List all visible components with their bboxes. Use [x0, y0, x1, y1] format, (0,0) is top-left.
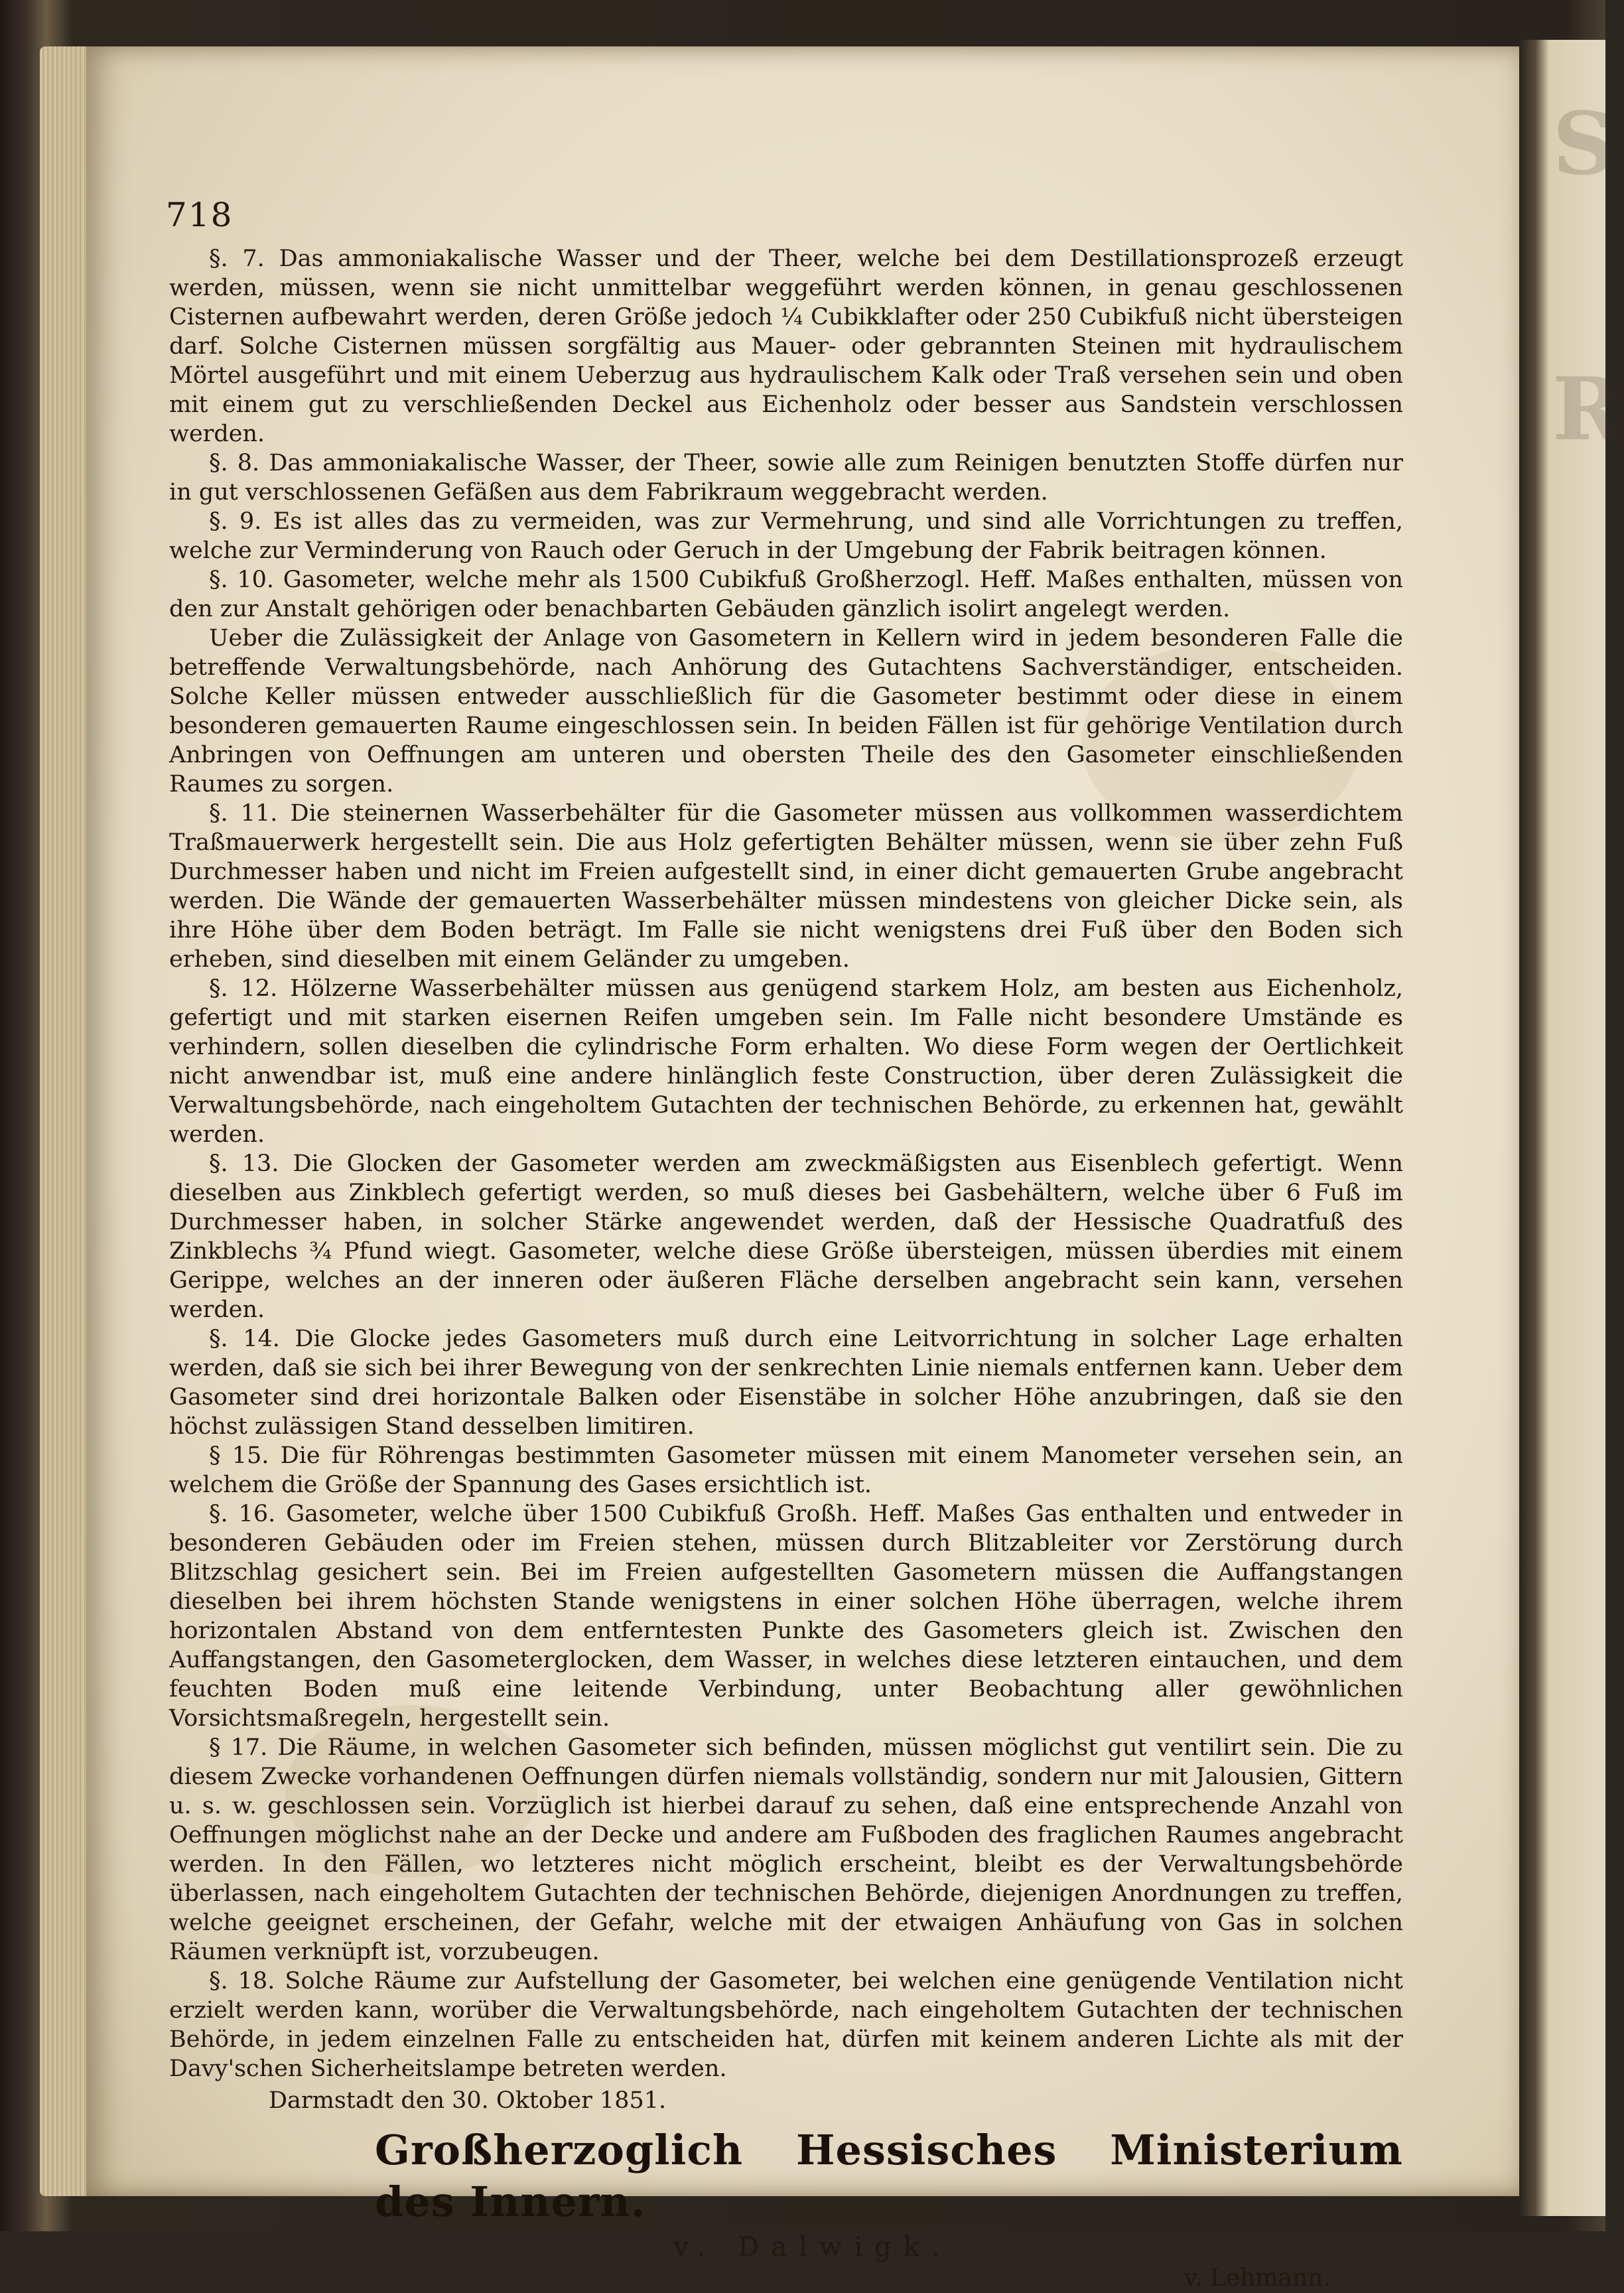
paragraph-18: §. 18. Solche Räume zur Aufstellung der Gasometer, bei welchen eine genügende Ventilation nicht erzielt werden kann, worüber die Verwaltungsbehörde, nach eingeholtem Gutachten der technischen Behörde, in jedem einzelnen Falle zu entscheiden hat, dürfen mit keinem anderen Lichte als mit der Davy'schen Sicherheitslampe betreten werden. — [169, 1968, 1403, 2082]
paragraph-15: § 15. Die für Röhrengas bestimmten Gasometer müssen mit einem Manometer versehen sein, an welchem die Größe der Spannung des Gases ersichtlich ist. — [169, 1442, 1403, 1498]
paragraph-14: §. 14. Die Glocke jedes Gasometers muß durch eine Leitvorrichtung in solcher Lage erhalten werden, daß sie sich bei ihrer Bewegung von der senkrechten Linie niemals entfernen kann. Ueber dem Gasometer sind drei horizontale Balken oder Eisenstäbe in solcher Höhe anzubringen, daß sie den höchst zulässigen Stand desselben limitiren. — [169, 1326, 1403, 1440]
document-body — [169, 192, 1403, 2293]
paragraph-16: §. 16. Gasometer, welche über 1500 Cubikfuß Großh. Heff. Maßes Gas enthalten und entweder in besonderen Gebäuden oder im Freien stehen, müssen durch Blitzableiter vor Zerstörung durch Blitzschlag gesichert sein. Bei im Freien aufgestellten Gasometern müssen die Auffangstangen dieselben bei ihrem höchsten Stande wenigstens in einer solchen Höhe überragen, welche ihrem horizontalen Abstand von dem entferntesten Punkte des Gasometers gleich ist. Zwischen den Auffangstangen, den Gasometerglocken, dem Wasser, in welches diese letzteren eintauchen, und dem feuchten Boden muß eine leitende Verbindung, unter Beobachtung aller gewöhnlichen Vorsichtsmaßregeln, hergestellt sein. — [169, 1501, 1403, 1732]
paragraph-9: §. 9. Es ist alles das zu vermeiden, was zur Vermehrung, und sind alle Vorrichtungen zu treffen, welche zur Verminderung von Rauch oder Geruch in der Umgebung der Fabrik beitragen können. — [169, 508, 1403, 564]
signatory-dalwigk: v. Dalwigk. — [673, 2232, 952, 2262]
page-number: 718 — [166, 196, 234, 234]
date-line: Darmstadt den 30. Oktober 1851. — [269, 2087, 667, 2114]
paragraph-7: §. 7. Das ammoniakalische Wasser und der Theer, welche bei dem Destillationsprozeß erzeugt werden, müssen, wenn sie nicht unmittelbar weggeführt werden können, in genau geschlossenen Cisternen aufbewahrt werden, deren Größe jedoch ¼ Cubikklafter oder 250 Cubikfuß nicht übersteigen darf. Solche Cisternen müssen sorgfältig aus Mauer- oder gebrannten Steinen mit hydraulischem Mörtel ausgeführt und mit einem Ueberzug aus hydraulischem Kalk oder Traß versehen sein und oben mit einem gut zu verschließenden Deckel aus Eichenholz oder besser aus Sandstein verschlossen werden. — [169, 245, 1403, 447]
signatory-lehmann: v. Lehmann. — [1184, 2264, 1331, 2292]
paragraph-17: § 17. Die Räume, in welchen Gasometer sich befinden, müssen möglichst gut ventilirt sein. Die zu diesem Zwecke vorhandenen Oeffnungen dürfen niemals vollständig, sondern nur mit Jalousien, Gittern u. s. w. geschlossen sein. Vorzüglich ist hierbei darauf zu sehen, daß eine entsprechende Anzahl von Oeffnungen möglichst nahe an der Decke und andere am Fußboden des fraglichen Raumes angebracht werden. In den Fällen, wo letzteres nicht möglich erscheint, bleibt es der Verwaltungsbehörde überlassen, nach eingeholtem Gutachten der technischen Behörde, diejenigen Anordnungen zu treffen, welche geeignet erscheinen, der Gefahr, welche mit der etwaigen Anhäufung von Gas in solchen Räumen verknüpft ist, vorzubeugen. — [169, 1734, 1403, 1965]
paragraph-11: §. 11. Die steinernen Wasserbehälter für die Gasometer müssen aus vollkommen wasserdichtem Traßmauerwerk hergestellt sein. Die aus Holz gefertigten Behälter müssen, wenn sie über zehn Fuß Durchmesser haben und nicht im Freien aufgestellt sind, in einer dicht gemauerten Grube angebracht werden. Die Wände der gemauerten Wasserbehälter müssen mindestens von gleicher Dicke sein, als ihre Höhe über dem Boden beträgt. Im Falle sie nicht wenigstens drei Fuß über den Boden sich erheben, sind dieselben mit einem Geländer zu umgeben. — [169, 800, 1403, 973]
paragraph-10: §. 10. Gasometer, welche mehr als 1500 Cubikfuß Großherzogl. Heff. Maßes enthalten, müssen von den zur Anstalt gehörigen oder benachbarten Gebäuden gänzlich isolirt angelegt werden. — [169, 567, 1403, 622]
paragraph-12: §. 12. Hölzerne Wasserbehälter müssen aus genügend starkem Holz, am besten aus Eichenholz, gefertigt und mit starken eisernen Reifen umgeben sein. Im Falle nicht besondere Umstände es verhindern, sollen dieselben die cylindrische Form erhalten. Wo diese Form wegen der Oertlichkeit nicht anwendbar ist, muß eine andere hinlänglich feste Construction, über deren Zulässigkeit die Verwaltungsbehörde, nach eingeholtem Gutachten der technischen Behörde, zu erkennen hat, gewählt werden. — [169, 975, 1403, 1148]
paragraph-10-cellars: Ueber die Zulässigkeit der Anlage von Gasometern in Kellern wird in jedem besonderen Falle die betreffende Verwaltungsbehörde, nach Anhörung des Gutachtens Sachverständiger, entscheiden. Solche Keller müssen entweder ausschließlich für die Gasometer bestimmt oder diese in einem besonderen gemauerten Raume eingeschlossen sein. In beiden Fällen ist für gehörige Ventilation durch Anbringen von Oeffnungen am unteren und obersten Theile des den Gasometer einschließenden Raumes zu sorgen. — [169, 625, 1403, 798]
paragraph-13: §. 13. Die Glocken der Gasometer werden am zweckmäßigsten aus Eisenblech gefertigt. Wenn dieselben aus Zinkblech gefertigt werden, so muß dieses bei Gasbehältern, welche über 6 Fuß im Durchmesser haben, in solcher Stärke angewendet werden, daß der Hessische Quadratfuß des Zinkblechs ¾ Pfund wiegt. Gasometer, welche diese Größe übersteigen, müssen überdies mit einem Gerippe, welches an der inneren oder äußeren Fläche derselben angebracht sein kann, versehen werden. — [169, 1150, 1403, 1323]
paragraph-8: §. 8. Das ammoniakalische Wasser, der Theer, sowie alle zum Reinigen benutzten Stoffe dürfen nur in gut verschlossenen Gefäßen aus dem Fabrikraum weggebracht werden. — [169, 450, 1403, 506]
facing-page-bleed: S R — [1552, 93, 1624, 460]
ministry-heading: Großherzoglich Hessisches Ministerium des Innern. — [375, 2126, 1403, 2226]
signature-block — [169, 2086, 1403, 2293]
